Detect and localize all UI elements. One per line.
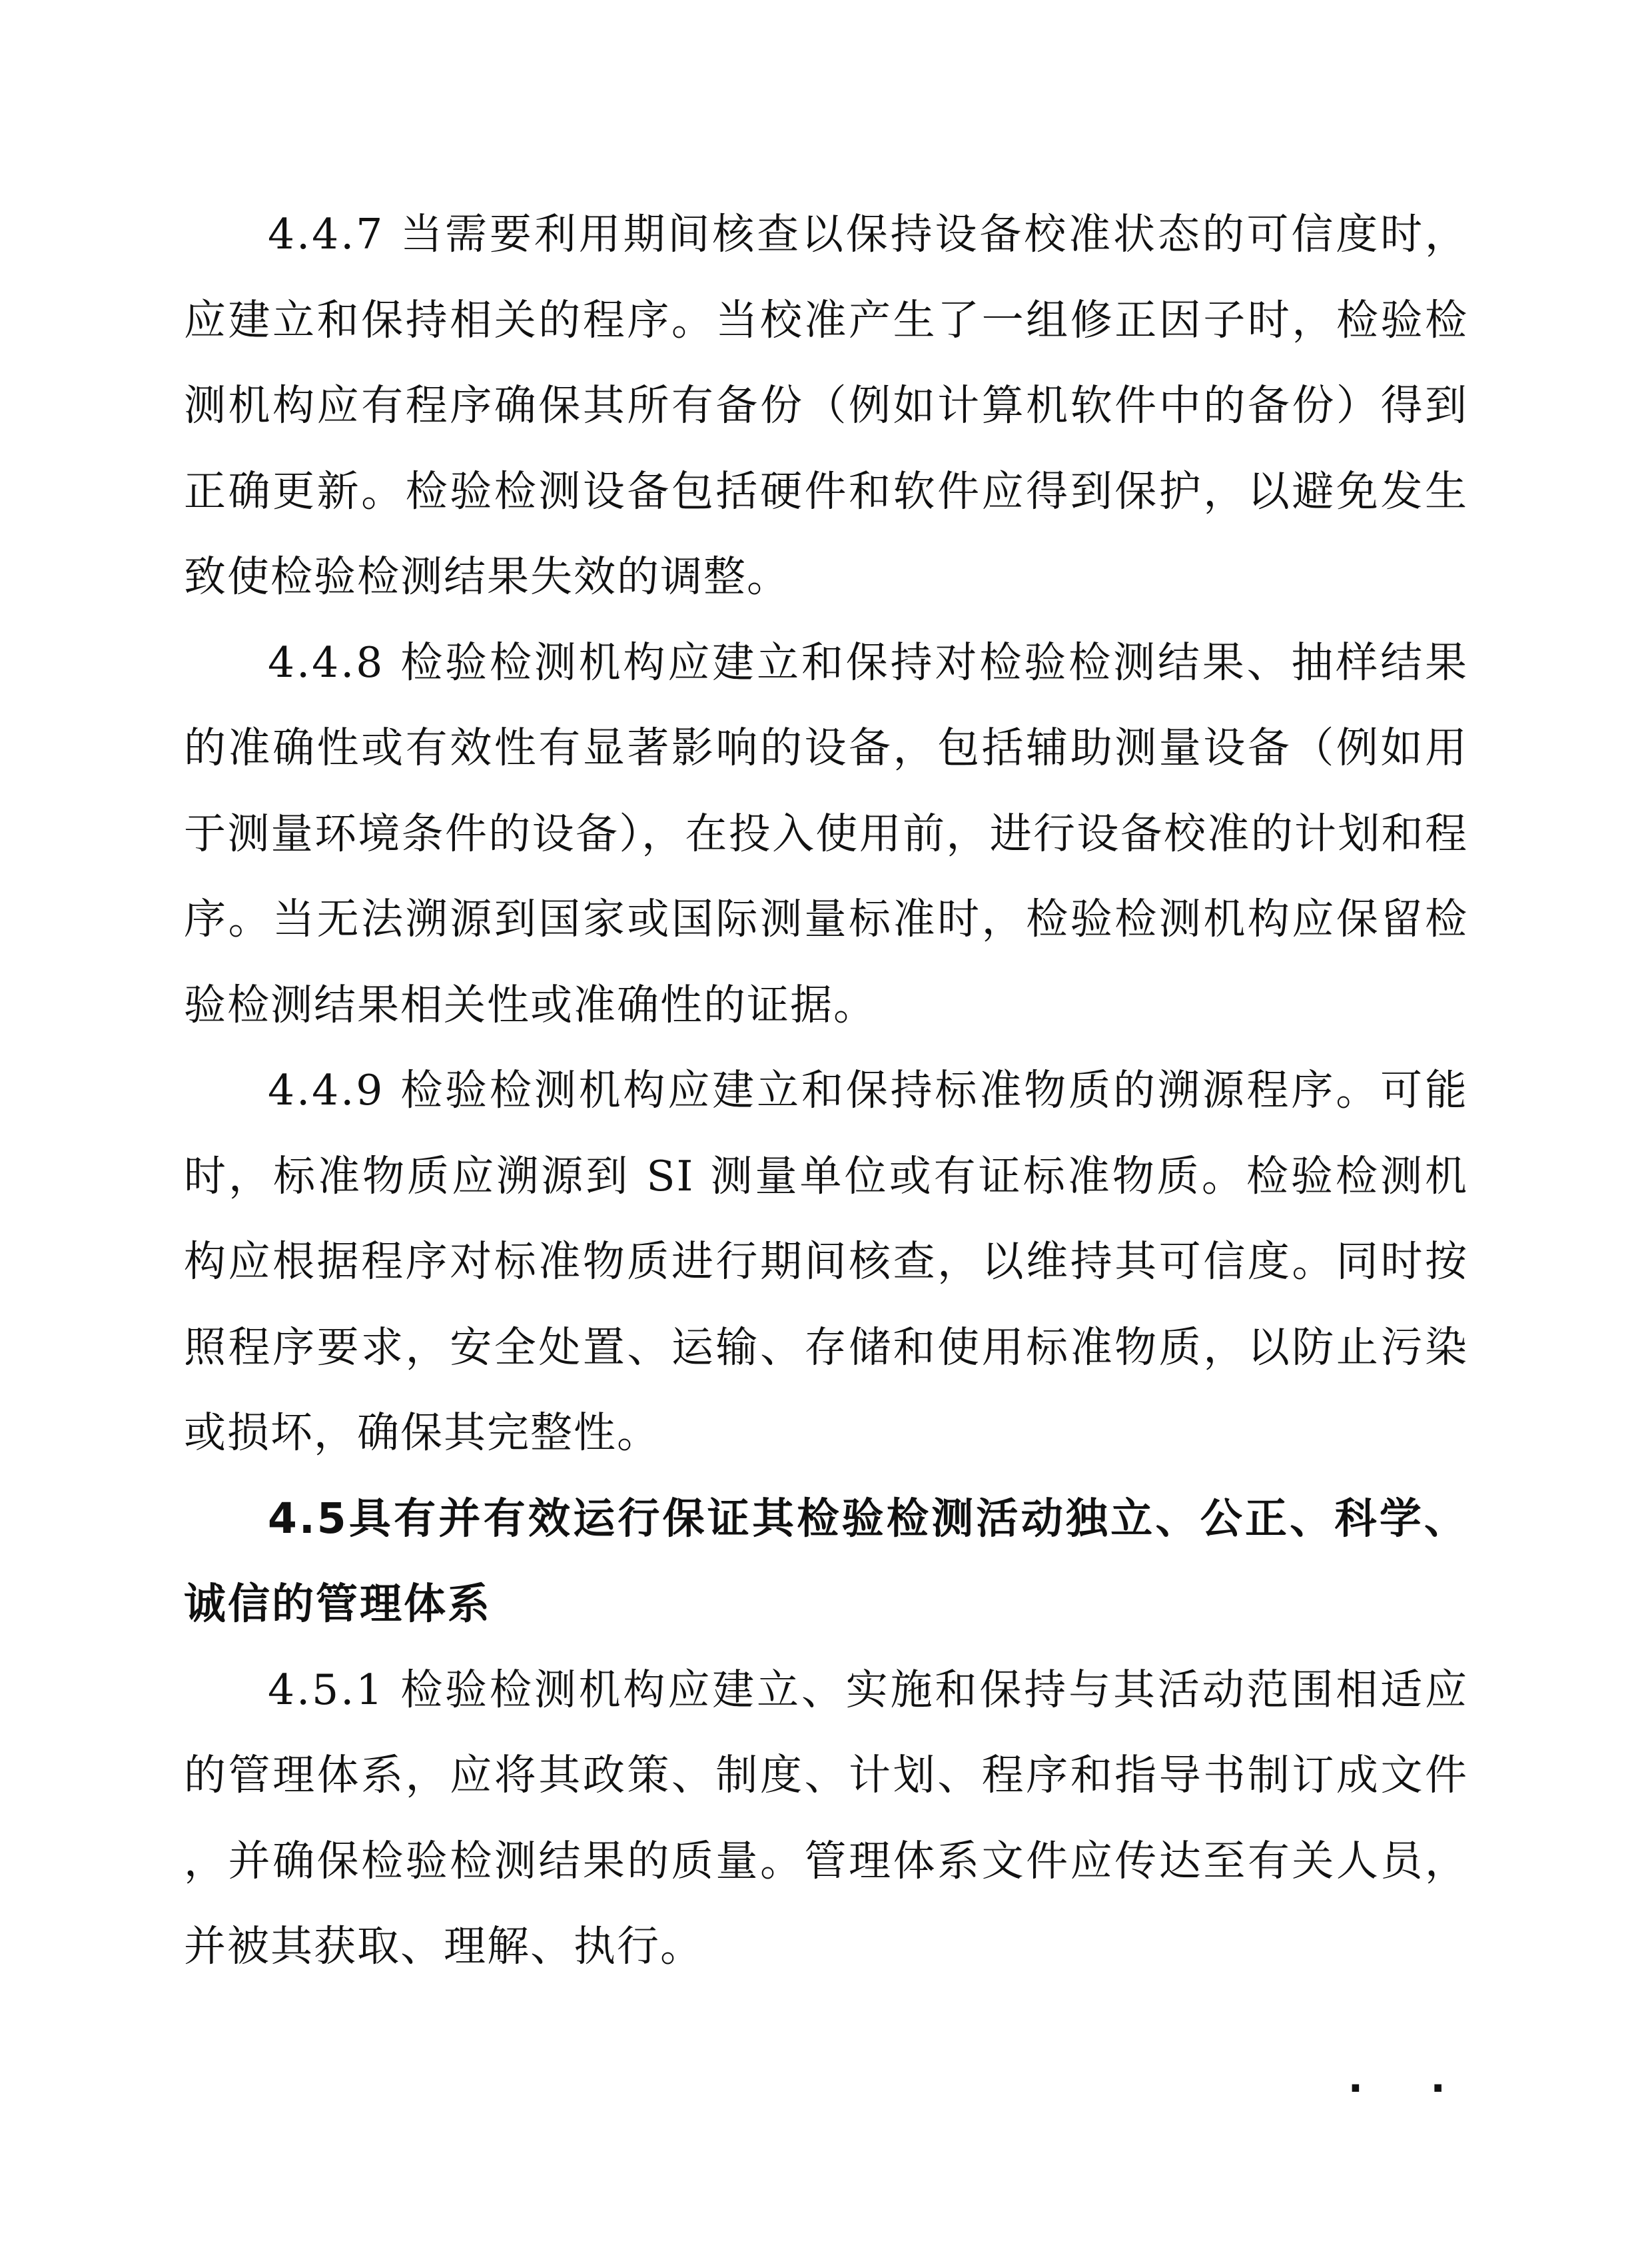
paragraph-text: 检验检测机构应建立和保持对检验检测结果、抽样结果的准确性或有效性有显著影响的设备，包括辅助测量设备（例如用于测量环境条件的设备），在投入使用前，进行设备校准的计划和程序。当无法溯源到国家或国际测量标准时，检验检测机构应保留检验检测结果相关性或准确性的证据。 bbox=[184, 638, 1468, 1029]
paragraph-4-4-9 bbox=[184, 1048, 1468, 1476]
paragraph-4-4-8 bbox=[184, 620, 1468, 1049]
paragraph-4-5-1 bbox=[184, 1647, 1468, 1990]
paragraph-text: 检验检测机构应建立和保持标准物质的溯源程序。可能时，标准物质应溯源到 SI 测量单位或有证标准物质。检验检测机构应根据程序对标准物质进行期间核查，以维持其可信度。同时按照程序要求，安全处置、运输、存储和使用标准物质，以防止污染或损坏，确保其完整性。 bbox=[184, 1066, 1468, 1457]
section-heading-4-5 bbox=[184, 1476, 1468, 1647]
paragraph-text: 当需要利用期间核查以保持设备校准状态的可信度时，应建立和保持相关的程序。当校准产生了一组修正因子时，检验检测机构应有程序确保其所有备份（例如计算机软件中的备份）得到正确更新。检验检测设备包括硬件和软件应得到保护，以避免发生致使检验检测结果失效的调整。 bbox=[184, 210, 1468, 601]
clause-number: 4.5.1 bbox=[268, 1665, 385, 1714]
continuation-marks: · · bbox=[1348, 2065, 1472, 2112]
section-title: 具有并有效运行保证其检验检测活动独立、公正、科学、诚信的管理体系 bbox=[184, 1494, 1468, 1628]
paragraph-4-4-7 bbox=[184, 192, 1468, 620]
paragraph-text: 检验检测机构应建立、实施和保持与其活动范围相适应的管理体系，应将其政策、制度、计划、程序和指导书制订成文件，并确保检验检测结果的质量。管理体系文件应传达至有关人员，并被其获取、理解、执行。 bbox=[184, 1665, 1468, 1971]
section-number: 4.5 bbox=[268, 1494, 348, 1543]
clause-number: 4.4.8 bbox=[268, 638, 385, 687]
clause-number: 4.4.7 bbox=[268, 210, 385, 258]
document-page bbox=[184, 192, 1468, 1990]
clause-number: 4.4.9 bbox=[268, 1066, 385, 1115]
